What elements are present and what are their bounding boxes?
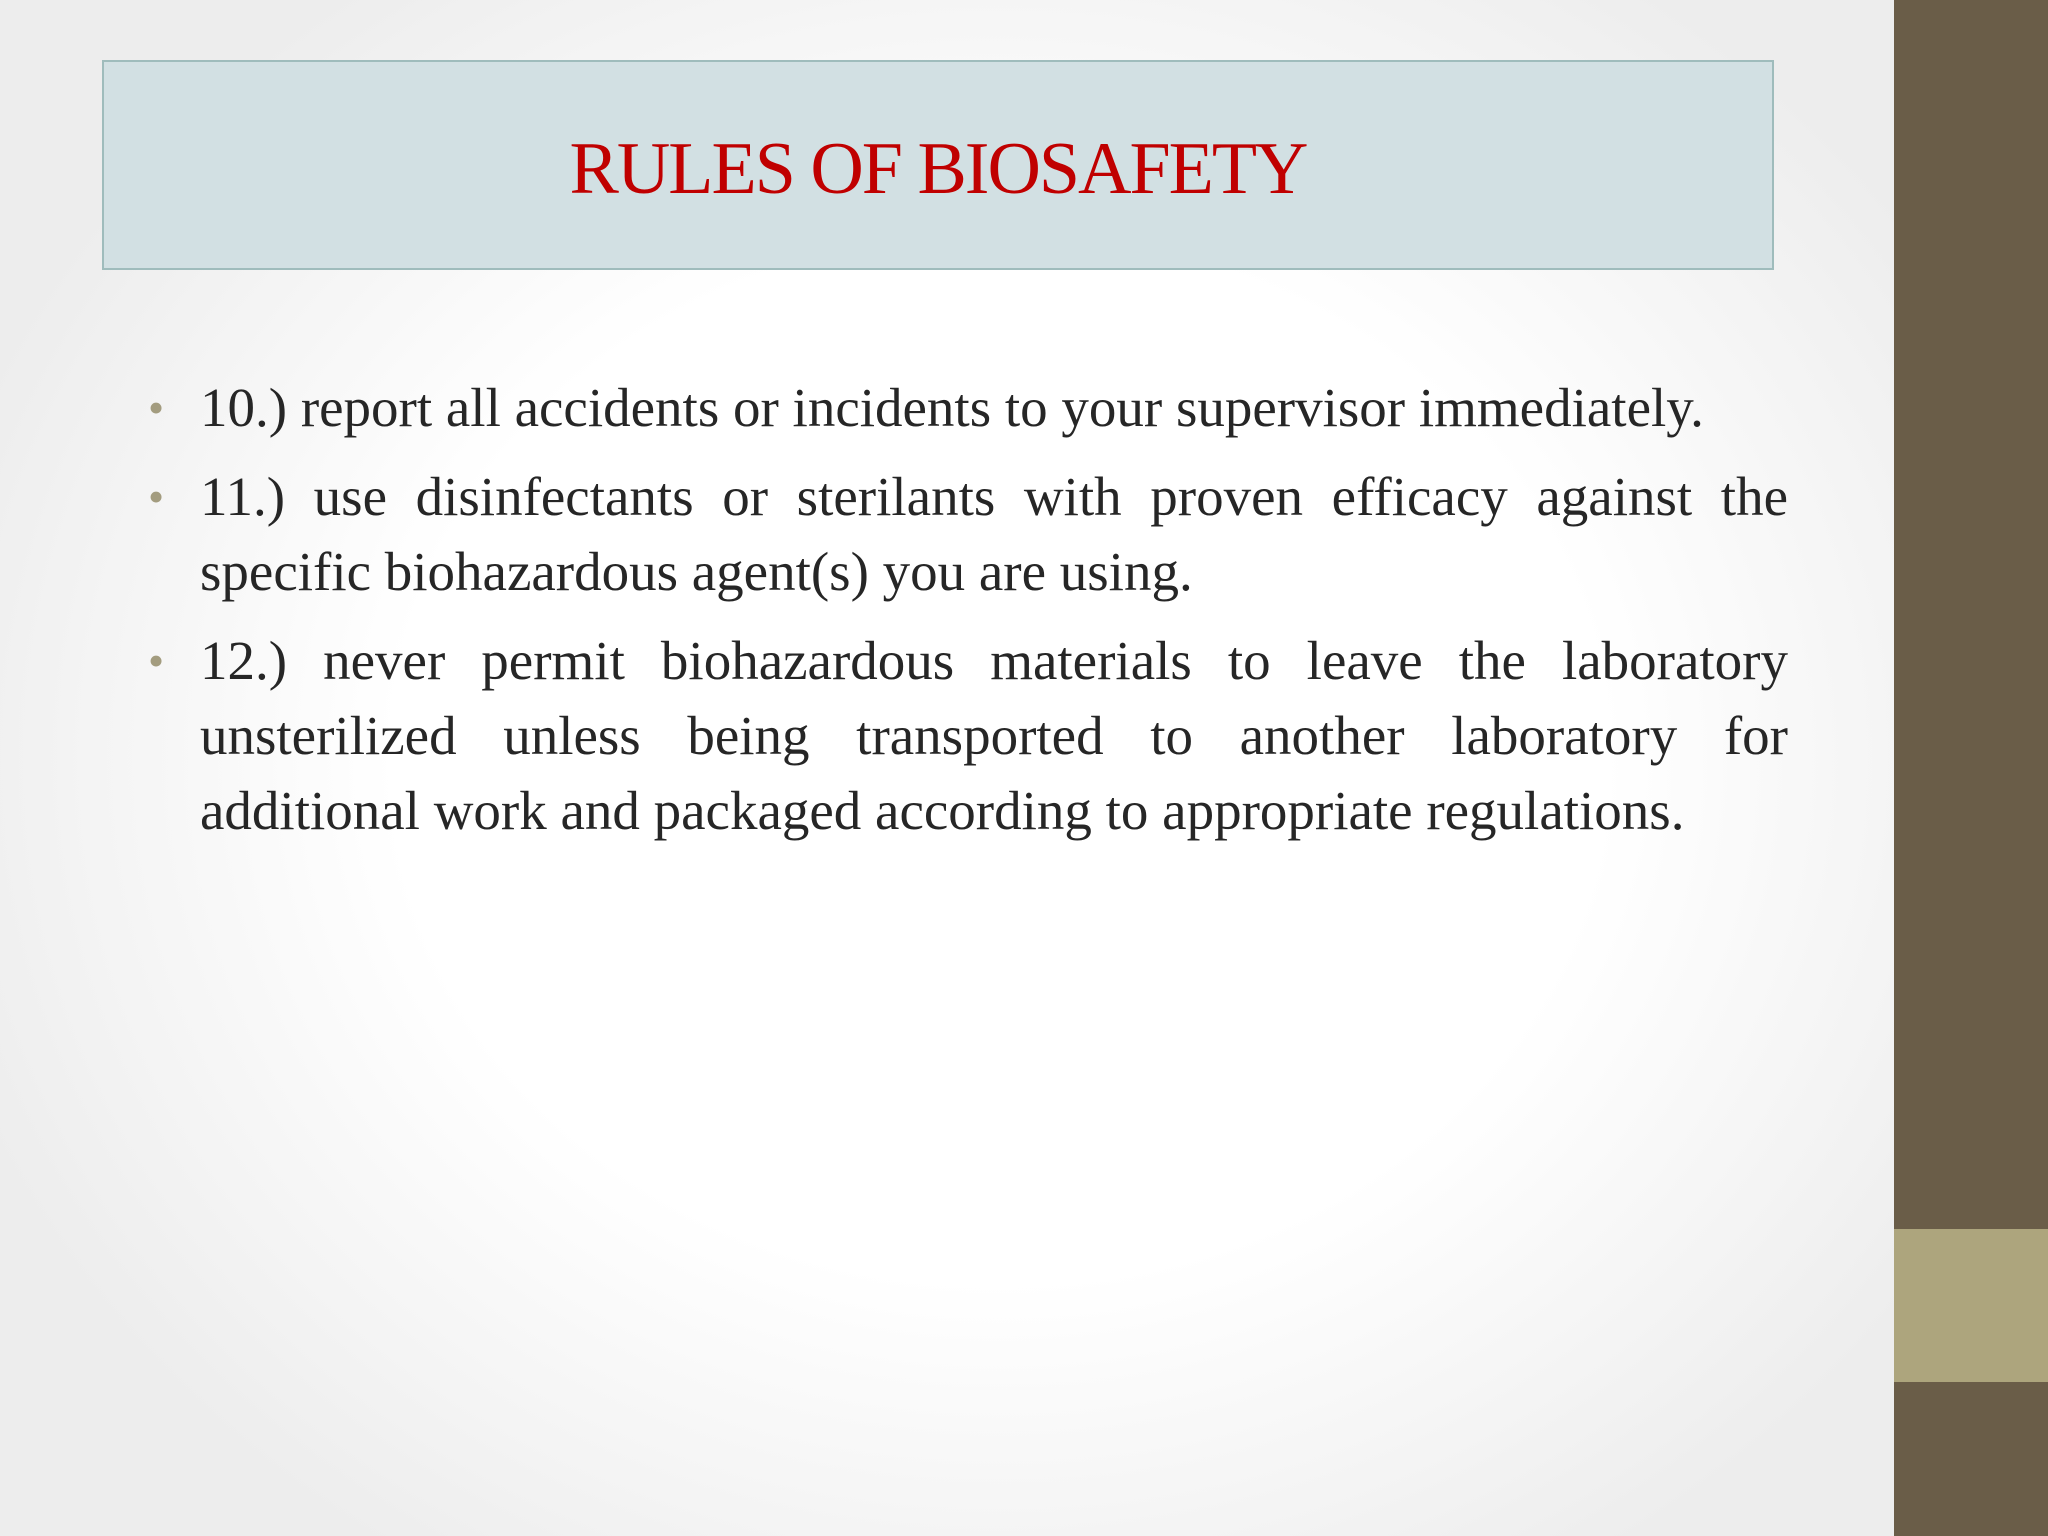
bullet-icon: • xyxy=(148,635,165,686)
bullet-text: 11.) use disinfectants or sterilants with proven efficacy against the specific biohazardous agent(s) you are using. xyxy=(200,466,1788,602)
bullet-icon: • xyxy=(148,382,165,433)
bullet-list xyxy=(148,370,1788,862)
slide-title: RULES OF BIOSAFETY xyxy=(569,128,1307,210)
bullet-item-12 xyxy=(148,623,1788,848)
bullet-item-10 xyxy=(148,370,1788,445)
bullet-icon: • xyxy=(148,471,165,522)
bullet-text: 10.) report all accidents or incidents to your supervisor immediately. xyxy=(200,377,1704,438)
side-accent-block xyxy=(1894,1229,2048,1382)
bullet-text: 12.) never permit biohazardous materials to leave the laboratory unsterilized unless being transported to another laboratory for additional work and packaged according to appropriate regulations. xyxy=(200,630,1788,841)
bullet-item-11 xyxy=(148,459,1788,609)
title-box xyxy=(102,60,1774,270)
